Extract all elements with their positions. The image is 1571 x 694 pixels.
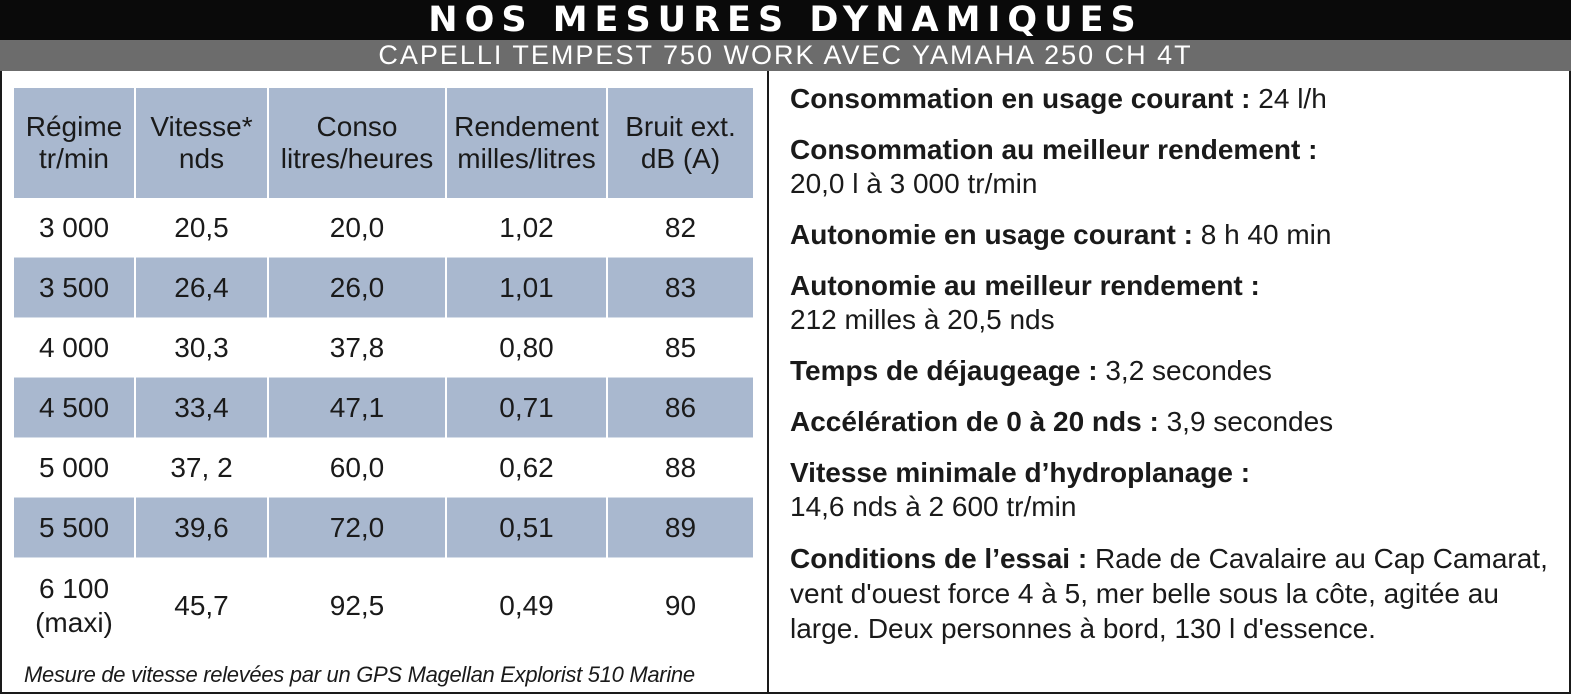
cell-conso: 26,0 — [268, 258, 446, 318]
cell-conso: 20,0 — [268, 198, 446, 258]
specs-list — [790, 82, 1560, 646]
cell-conso: 37,8 — [268, 318, 446, 378]
cell-bruit: 86 — [607, 378, 753, 438]
header-regime: Régime tr/min — [14, 88, 135, 198]
header-rendement: Rendement milles/litres — [446, 88, 607, 198]
cell-rendement: 0,49 — [446, 558, 607, 655]
spec-conditions: Conditions de l’essai : Rade de Cavalaire au Cap Camarat, vent d'ouest force 4 à 5, mer belle sous la côte, agitée au large. Deux personnes à bord, 130 l d'essence. — [790, 543, 1548, 644]
cell-bruit: 88 — [607, 438, 753, 498]
table-row — [14, 498, 753, 558]
footnote: Mesure de vitesse relevées par un GPS Magellan Explorist 510 Marine — [24, 662, 695, 687]
column-divider — [767, 71, 769, 694]
header-vitesse: Vitesse* nds — [135, 88, 268, 198]
cell-rendement: 0,62 — [446, 438, 607, 498]
measurements-table — [14, 88, 753, 654]
table-row — [14, 198, 753, 258]
cell-vitesse: 33,4 — [135, 378, 268, 438]
cell-rendement: 0,80 — [446, 318, 607, 378]
cell-regime: 4 000 — [14, 318, 135, 378]
spec-hydroplanage: Vitesse minimale d’hydroplanage : 14,6 nds à 2 600 tr/min — [790, 457, 1251, 522]
header-bruit: Bruit ext. dB (A) — [607, 88, 753, 198]
cell-regime: 4 500 — [14, 378, 135, 438]
page-title: NOS MESURES DYNAMIQUES — [0, 0, 1571, 40]
cell-vitesse: 26,4 — [135, 258, 268, 318]
cell-vitesse: 37, 2 — [135, 438, 268, 498]
cell-regime: 3 500 — [14, 258, 135, 318]
table-row — [14, 558, 753, 655]
table-row — [14, 378, 753, 438]
cell-regime: 5 500 — [14, 498, 135, 558]
table-row — [14, 438, 753, 498]
cell-vitesse: 20,5 — [135, 198, 268, 258]
spec-acceleration: Accélération de 0 à 20 nds : 3,9 secondes — [790, 406, 1334, 437]
cell-conso: 92,5 — [268, 558, 446, 655]
cell-vitesse: 30,3 — [135, 318, 268, 378]
header-conso: Conso litres/heures — [268, 88, 446, 198]
cell-bruit: 90 — [664, 590, 697, 621]
cell-regime: 5 000 — [14, 438, 135, 498]
cell-rendement: 0,51 — [446, 498, 607, 558]
table-row — [14, 258, 753, 318]
spec-conso-meilleur: Consommation au meilleur rendement : 20,0 l à 3 000 tr/min — [790, 134, 1318, 199]
cell-rendement: 1,01 — [446, 258, 607, 318]
cell-conso: 60,0 — [268, 438, 446, 498]
cell-bruit: 83 — [607, 258, 753, 318]
cell-conso: 72,0 — [268, 498, 446, 558]
table-header-row — [14, 88, 753, 198]
cell-regime: 3 000 — [14, 198, 135, 258]
cell-conso: 47,1 — [268, 378, 446, 438]
cell-bruit: 89 — [607, 498, 753, 558]
spec-autonomie-meilleur: Autonomie au meilleur rendement : 212 milles à 20,5 nds — [790, 270, 1260, 335]
cell-bruit: 82 — [607, 198, 753, 258]
spec-autonomie-courant: Autonomie en usage courant : 8 h 40 min — [790, 219, 1332, 250]
spec-dejaugeage: Temps de déjaugeage : 3,2 secondes — [790, 355, 1272, 386]
cell-vitesse: 39,6 — [135, 498, 268, 558]
table-row — [14, 318, 753, 378]
page-subtitle: CAPELLI TEMPEST 750 WORK AVEC YAMAHA 250 CH 4T — [0, 40, 1571, 71]
cell-vitesse: 45,7 — [135, 558, 268, 655]
spec-conso-courant: Consommation en usage courant : 24 l/h — [790, 83, 1327, 114]
cell-rendement: 1,02 — [446, 198, 607, 258]
cell-regime: 6 100 (maxi) — [14, 558, 135, 655]
cell-bruit: 85 — [607, 318, 753, 378]
cell-rendement: 0,71 — [446, 378, 607, 438]
